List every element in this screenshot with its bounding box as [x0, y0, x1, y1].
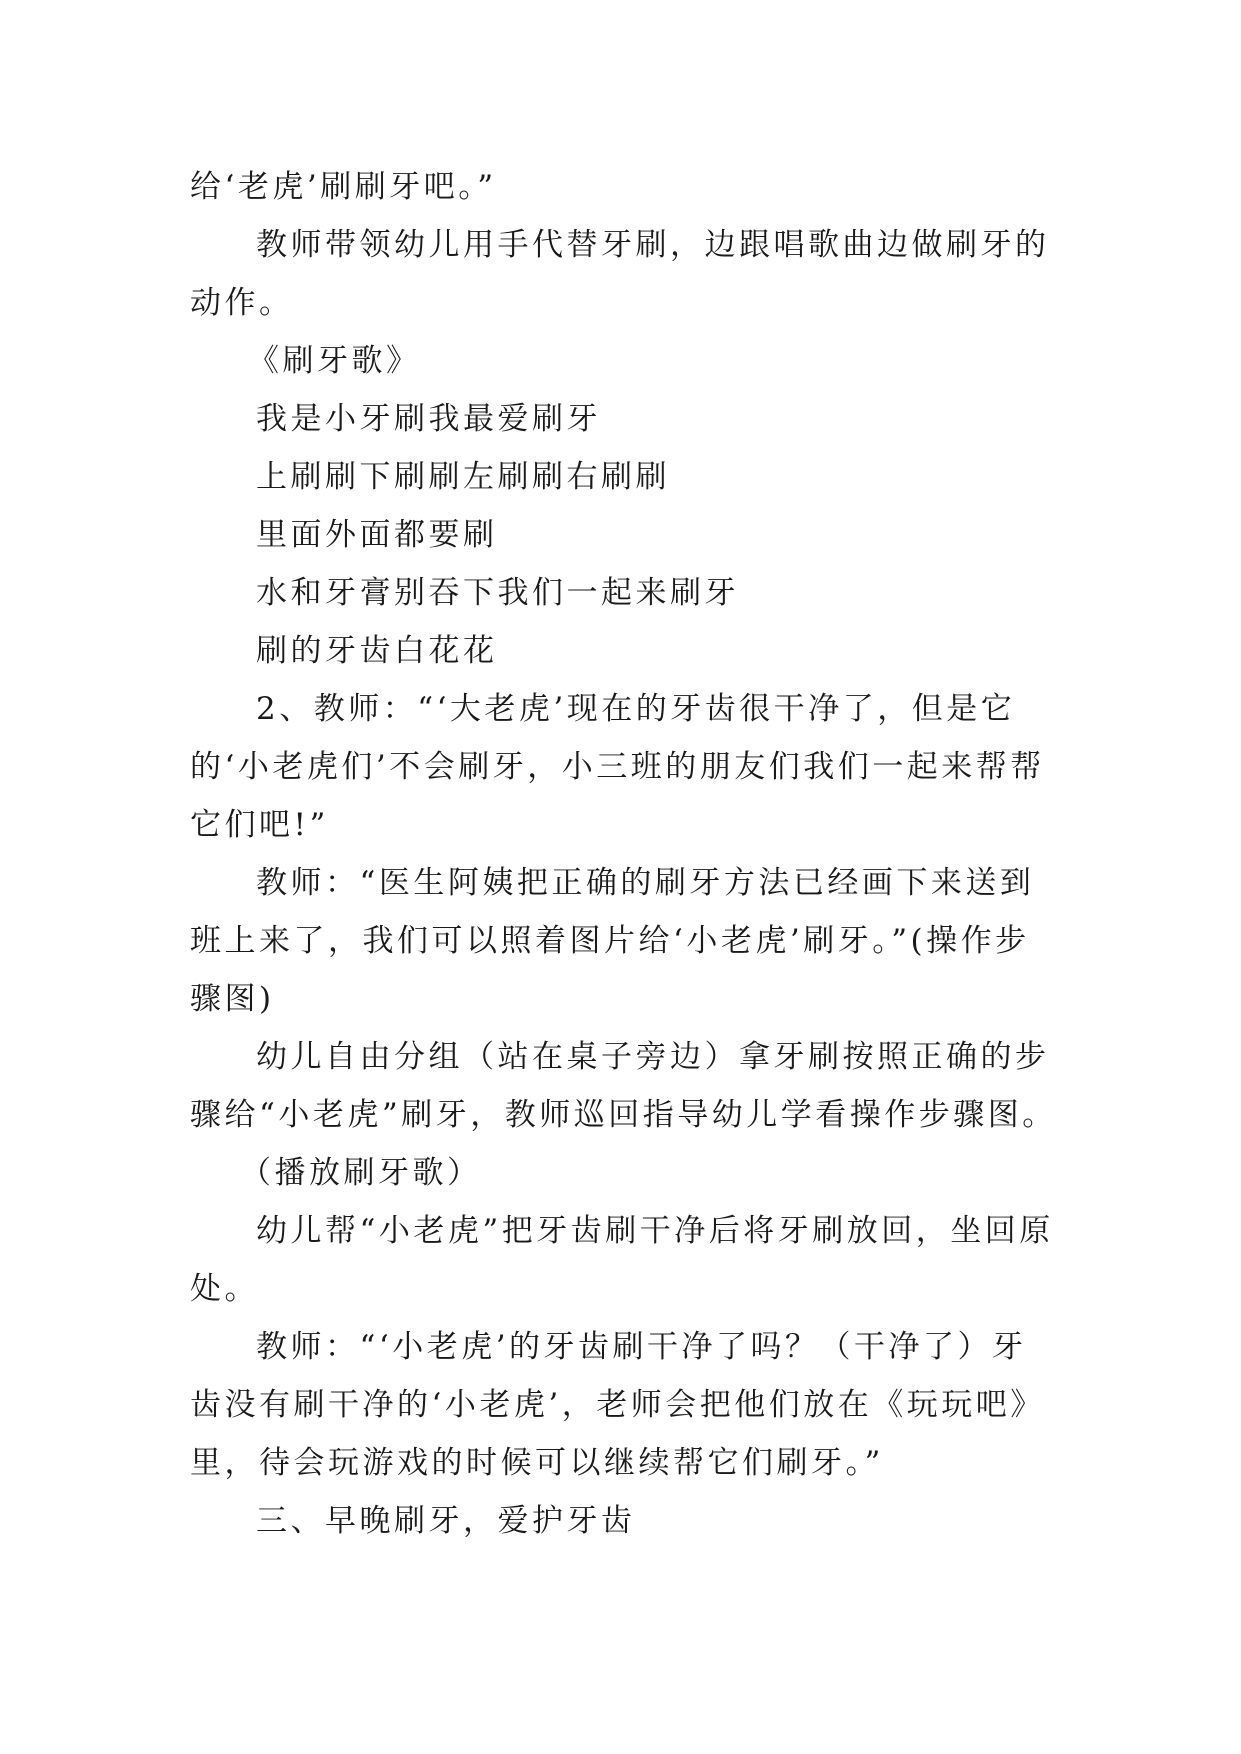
- section-heading-3: 三、早晚刷牙，爱护牙齿: [256, 1503, 636, 1539]
- paragraph-group-practice: 幼儿自由分组（站在桌子旁边）拿牙刷按照正确的步骤给“小老虎”刷牙，教师巡回指导幼儿学看操作步骤图。: [190, 1039, 1057, 1133]
- paragraph-check-clean: 教师：“‘小老虎’的牙齿刷干净了吗？（干净了）牙齿没有刷干净的‘小老虎’，老师会把他们放在《玩玩吧》里，待会玩游戏的时候可以继续帮它们刷牙。”: [190, 1329, 1045, 1481]
- paragraph-doctor-method: 教师：“医生阿姨把正确的刷牙方法已经画下来送到班上来了，我们可以照着图片给‘小老虎’刷牙。”(操作步骤图): [190, 865, 1035, 1017]
- paragraph-teacher-leads: 教师带领幼儿用手代替牙刷，边跟唱歌曲边做刷牙的动作。: [190, 227, 1050, 321]
- song-line-2: 上刷刷下刷刷左刷刷右刷刷: [256, 459, 670, 495]
- paragraph-return-brush: 幼儿帮“小老虎”把牙齿刷干净后将牙刷放回，坐回原处。: [190, 1213, 1054, 1307]
- song-title: 《刷牙歌》: [248, 343, 421, 379]
- paragraph-step-2: 2、教师：“‘大老虎’现在的牙齿很干净了，但是它的‘小老虎们’不会刷牙，小三班的朋友们我们一起来帮帮它们吧!”: [190, 691, 1045, 843]
- paragraph-continuation: 给‘老虎’刷刷牙吧。”: [190, 169, 497, 205]
- document-body: [190, 158, 1060, 1550]
- song-line-1: 我是小牙刷我最爱刷牙: [256, 401, 601, 437]
- paragraph-play-song: （播放刷牙歌）: [240, 1155, 482, 1191]
- song-line-4: 水和牙膏别吞下我们一起来刷牙: [256, 575, 739, 611]
- song-line-3: 里面外面都要刷: [256, 517, 498, 553]
- song-line-5: 刷的牙齿白花花: [256, 633, 498, 669]
